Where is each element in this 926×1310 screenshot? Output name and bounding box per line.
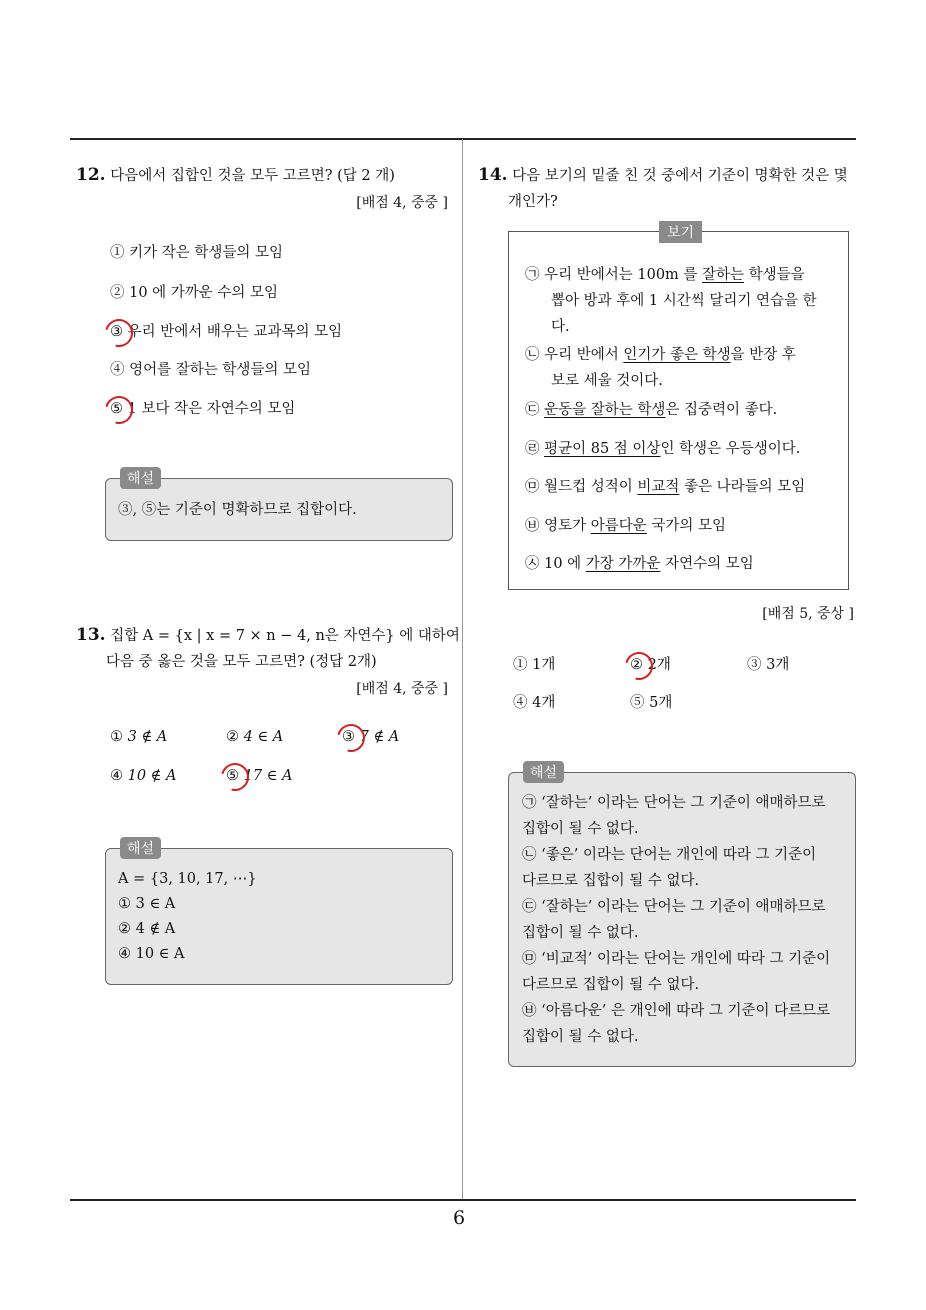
choice-2[interactable]: ② 4 ∈ A (226, 729, 284, 745)
choice-3[interactable]: ③ 3개 (747, 657, 790, 673)
answer-circle-mark (332, 719, 370, 757)
example-item-e: ㉤ 월드컵 성적이 비교적 좋은 나라들의 모임 (525, 479, 806, 495)
choice-5[interactable]: ⑤ 1 보다 작은 자연수의 모임 (110, 397, 295, 418)
bottom-rule (70, 1199, 856, 1201)
choice-2[interactable]: ② 2개 (630, 653, 671, 674)
choice-1[interactable]: ① 3 ∉ A (110, 729, 168, 745)
difficulty-label: [배점 4, 중중 ] (356, 195, 448, 211)
explanation-line: A = {3, 10, 17, ⋯} (118, 871, 257, 887)
question-number: 12. (76, 165, 106, 185)
top-rule (70, 138, 856, 140)
difficulty-label: [배점 5, 중상 ] (762, 606, 854, 622)
example-item-f: ㉥ 영토가 아름다운 국가의 모임 (525, 518, 727, 534)
example-item-d: ㉣ 평균이 85 점 이상인 학생은 우등생이다. (525, 441, 801, 457)
choice-3[interactable]: ③ 우리 반에서 배우는 교과목의 모임 (110, 320, 342, 341)
explanation-line: 집합이 될 수 없다. (522, 925, 639, 941)
example-item-b: ㉡ 우리 반에서 인기가 좋은 학생을 반장 후 보로 세울 것이다. (525, 347, 796, 389)
question-13 (76, 622, 460, 675)
explanation-label: 해설 (523, 761, 564, 783)
example-item-g: ㉦ 10 에 가장 가까운 자연수의 모임 (525, 556, 754, 572)
answer-circle-mark (620, 647, 658, 685)
choice-3[interactable]: ③ 7 ∉ A (342, 729, 399, 745)
answer-circle-mark (100, 391, 138, 429)
question-12 (76, 162, 456, 189)
choice-4[interactable]: ④ 4개 (513, 695, 556, 711)
choice-5[interactable]: ⑤ 5개 (630, 695, 673, 711)
explanation-line: ① 3 ∈ A (118, 896, 176, 912)
explanation-box (508, 765, 856, 1067)
explanation-line: ② 4 ∉ A (118, 921, 176, 937)
example-item-a: ㉠ 우리 반에서는 100m 를 잘하는 학생들을 뽑아 방과 후에 1 시간씩 달리기 연습을 한 다. (525, 267, 817, 335)
question-text-line2: 개인가? (508, 194, 558, 210)
choice-1[interactable]: ① 1개 (513, 657, 556, 673)
question-number: 14. (478, 165, 508, 185)
example-box (508, 225, 849, 590)
explanation-line: 집합이 될 수 없다. (522, 821, 639, 837)
question-14 (478, 162, 862, 215)
explanation-line: ㉡ ‘좋은’ 이라는 단어는 개인에 따라 그 기준이 (522, 847, 817, 863)
question-text-line1: 다음 보기의 밑줄 친 것 중에서 기준이 명확한 것은 몇 (512, 168, 848, 184)
page-number: 6 (453, 1207, 466, 1229)
explanation-line: 집합이 될 수 없다. (522, 1029, 639, 1045)
explanation-text: ③, ⑤는 기준이 명확하므로 집합이다. (118, 502, 357, 518)
explanation-line: 다르므로 집합이 될 수 없다. (522, 977, 700, 993)
answer-circle-mark (216, 758, 254, 796)
explanation-label: 해설 (120, 467, 161, 489)
choice-4[interactable]: ④ 10 ∉ A (110, 768, 177, 784)
choice-1[interactable]: ① 키가 작은 학생들의 모임 (110, 245, 284, 261)
explanation-line: 다르므로 집합이 될 수 없다. (522, 873, 700, 889)
choice-2[interactable]: ② 10 에 가까운 수의 모임 (110, 285, 279, 301)
example-box-label: 보기 (659, 221, 702, 243)
explanation-box (105, 841, 453, 985)
difficulty-label: [배점 4, 중중 ] (356, 681, 448, 697)
explanation-line: ④ 10 ∈ A (118, 946, 185, 962)
explanation-line: ㉥ ‘아름다운’ 은 개인에 따라 그 기준이 다르므로 (522, 1003, 831, 1019)
answer-circle-mark (100, 314, 138, 352)
question-text-line2: 다음 중 옳은 것을 모두 고르면? (정답 2개) (106, 654, 377, 670)
column-divider (462, 139, 463, 1200)
question-text: 다음에서 집합인 것을 모두 고르면? (답 2 개) (110, 168, 395, 184)
explanation-line: ㉢ ‘잘하는’ 이라는 단어는 그 기준이 애매하므로 (522, 899, 826, 915)
choice-4[interactable]: ④ 영어를 잘하는 학생들의 모임 (110, 362, 312, 378)
explanation-line: ㉠ ‘잘하는’ 이라는 단어는 그 기준이 애매하므로 (522, 795, 826, 811)
explanation-label: 해설 (120, 837, 161, 859)
question-number: 13. (76, 625, 106, 645)
explanation-line: ㉤ ‘비교적’ 이라는 단어는 개인에 따라 그 기준이 (522, 951, 831, 967)
example-item-c: ㉢ 운동을 잘하는 학생은 집중력이 좋다. (525, 402, 778, 418)
explanation-box (105, 471, 453, 541)
choice-5[interactable]: ⑤ 17 ∈ A (226, 768, 292, 784)
question-text-line1: 집합 A = {x | x = 7 × n − 4, n은 자연수} 에 대하여 (110, 628, 460, 644)
